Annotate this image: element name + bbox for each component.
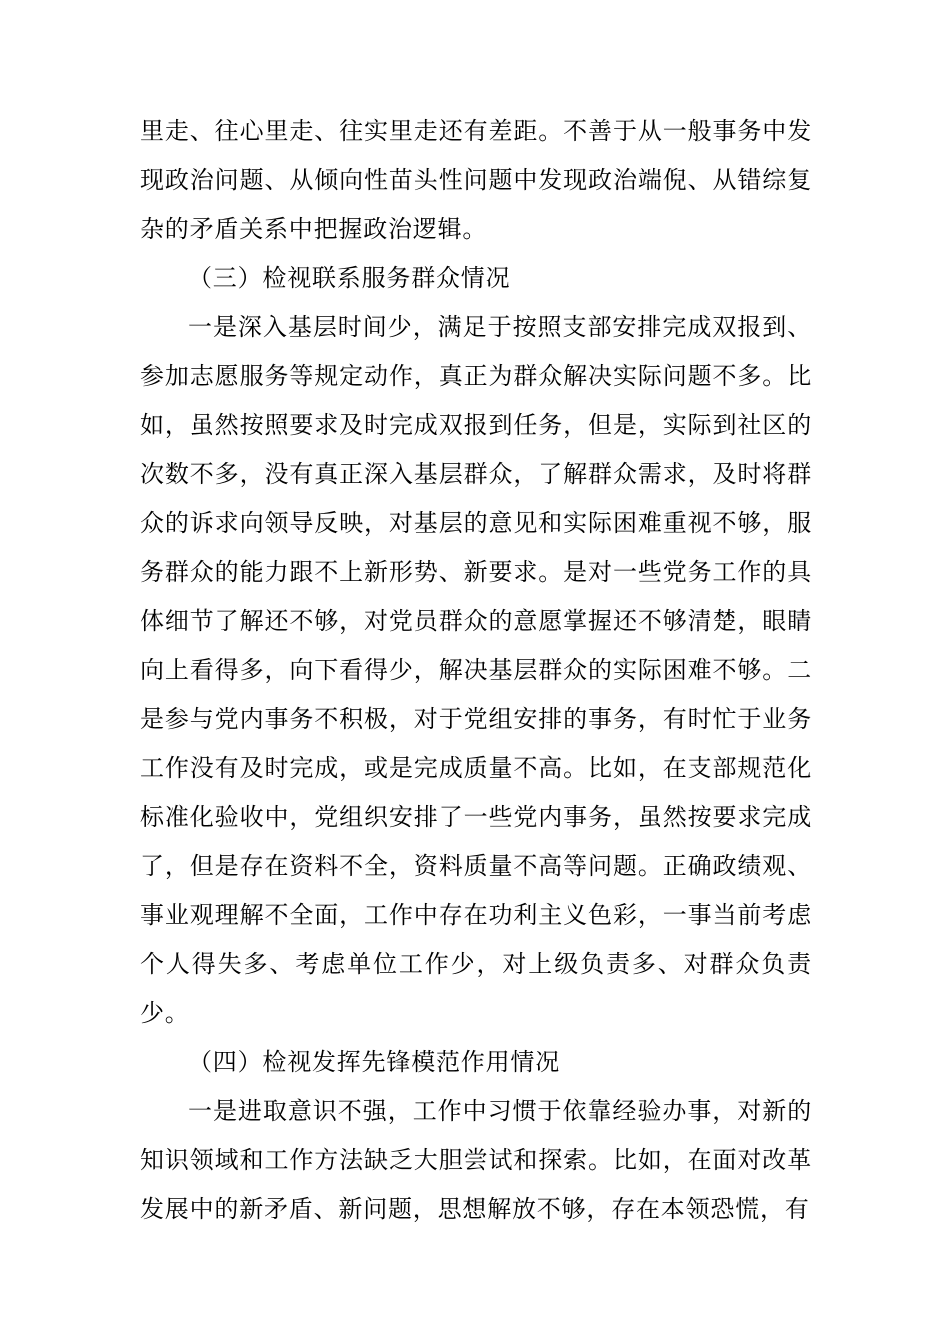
paragraph-body: 一是深入基层时间少，满足于按照支部安排完成双报到、参加志愿服务等规定动作，真正为群众解决实际问题不多。比如，虽然按照要求及时完成双报到任务，但是，实际到社区的次数不多，没有真正深入基层群众，了解群众需求，及时将群众的诉求向领导反映，对基层的意见和实际困难重视不够，服务群众的能力跟不上新形势、新要求。是对一些党务工作的具体细节了解还不够，对党员群众的意愿掌握还不够清楚，眼睛向上看得多，向下看得少，解决基层群众的实际困难不够。二是参与党内事务不积极，对于党组安排的事务，有时忙于业务工作没有及时完成，或是完成质量不高。比如，在支部规范化标准化验收中，党组织安排了一些党内事务，虽然按要求完成了，但是存在资料不全，资料质量不高等问题。正确政绩观、事业观理解不全面，工作中存在功利主义色彩，一事当前考虑个人得失多、考虑单位工作少，对上级负责多、对群众负责少。 [140, 315, 812, 1027]
paragraph-continuation: 里走、往心里走、往实里走还有差距。不善于从一般事务中发现政治问题、从倾向性苗头性问题中发现政治端倪、从错综复杂的矛盾关系中把握政治逻辑。 [140, 119, 812, 243]
section-heading-4: （四）检视发挥先锋模范作用情况 [188, 1050, 560, 1076]
section-heading-3: （三）检视联系服务群众情况 [188, 266, 511, 292]
document-page [140, 108, 812, 1235]
paragraph-body: 一是进取意识不强，工作中习惯于依靠经验办事，对新的知识领域和工作方法缺乏大胆尝试和探索。比如，在面对改革发展中的新矛盾、新问题，思想解放不够，存在本领恐慌，有 [140, 1099, 812, 1223]
